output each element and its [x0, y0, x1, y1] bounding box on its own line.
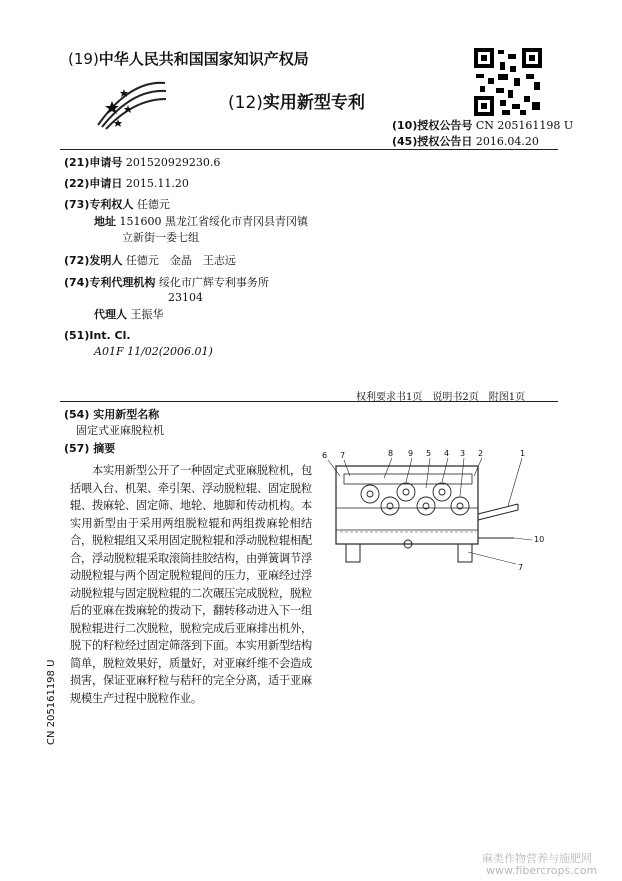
- app-no-row: [64, 156, 220, 170]
- fig-label-7: 7: [340, 451, 346, 460]
- address-label: 地址: [94, 215, 116, 228]
- patentee: 任德元: [136, 198, 170, 211]
- inventor-code: (72)发明人: [64, 254, 123, 267]
- agent-row: [94, 308, 164, 322]
- pub-no-label: (10)授权公告号: [392, 119, 473, 132]
- app-no-code: (21)申请号: [64, 156, 123, 169]
- side-pub-no: CN 205161198 U: [46, 659, 57, 745]
- fig-label-8: 8: [388, 449, 394, 458]
- fig-label-9: 9: [408, 449, 414, 458]
- office-name: 中华人民共和国国家知识产权局: [98, 50, 309, 68]
- claims-summary: 权利要求书1页 说明书2页 附图1页: [356, 392, 526, 403]
- abstract-code-text: (57) 摘要: [64, 442, 116, 455]
- cnipa-emblem-icon: [90, 75, 170, 130]
- doc-type: 实用新型专利: [262, 93, 365, 113]
- address-line2: 立新街一委七组: [122, 231, 199, 244]
- office-code: (19): [68, 50, 99, 68]
- agency-code: (74)专利代理机构: [64, 276, 156, 289]
- divider-top: [60, 149, 558, 150]
- divider-middle: [60, 401, 558, 402]
- agency-row: [64, 276, 269, 290]
- doc-type-heading: [228, 88, 365, 113]
- abstract-text: 本实用新型公开了一种固定式亚麻脱粒机，包括喂入台、机架、牵引架、浮动脱粒辊、固定脱粒辊、拨麻轮、固定筛、地轮、地脚和传动机构。本实用新型由于采用两组脱粒辊和两组拨麻轮相结合，脱粒辊组又采用固定脱粒辊和浮动脱粒辊相配合，浮动脱粒辊采取滚筒挂胶结构，由弹簧调节浮动脱粒辊与两个固定脱粒辊间的压力，亚麻经过浮动脱粒辊与固定脱粒辊的二次碾压完成脱粒，脱粒后的亚麻在拨麻轮的拨动下，翻转移动进入下一组脱粒辊进行二次脱粒，脱粒完成后亚麻排出机外，脱下的籽粒经过固定筛落到下面。本实用新型结构简单，脱粒效果好，质量好，对亚麻纤维不会造成损害，保证亚麻籽粒与秸秆的完全分离，适于亚麻规模生产过程中脱粒作业。: [70, 464, 312, 705]
- fig-label-10: 10: [534, 535, 545, 544]
- fig-label-2: 2: [478, 449, 484, 458]
- title-code-text: (54) 实用新型名称: [64, 408, 160, 421]
- office-heading: [68, 48, 309, 69]
- agency-line2: 23104: [168, 291, 203, 304]
- address-row: [94, 215, 308, 229]
- agency-line1: 绥化市广辉专利事务所: [158, 276, 269, 289]
- fig-label-3: 3: [460, 449, 466, 458]
- agent-label: 代理人: [94, 308, 127, 321]
- patentee-row: [64, 198, 170, 212]
- thresher-drawing: [318, 448, 562, 578]
- agent: 王振华: [130, 308, 164, 321]
- address-line1: 151600 黑龙江省绥化市青冈县青冈镇: [119, 215, 308, 228]
- qr-code-icon: [474, 48, 542, 116]
- inventor-row: [64, 254, 236, 268]
- pub-no: CN 205161198 U: [475, 119, 574, 132]
- pub-date: 2016.04.20: [475, 135, 539, 148]
- fig-label-6: 6: [322, 451, 328, 460]
- utility-model-title: 固定式亚麻脱粒机: [76, 424, 164, 437]
- inventors: 任德元 金晶 王志远: [125, 254, 236, 267]
- fig-label-7b: 7: [518, 563, 524, 572]
- app-date: 2015.11.20: [125, 177, 189, 190]
- fig-label-4: 4: [444, 449, 450, 458]
- patentee-code: (73)专利权人: [64, 198, 134, 211]
- watermark-url: www.fibercrops.com: [486, 864, 598, 877]
- intcl-code: [64, 329, 131, 343]
- intcl-value: A01F 11/02(2006.01): [94, 345, 213, 358]
- watermark-cn: 麻类作物营养与施肥网: [482, 852, 592, 865]
- doc-type-code: (12): [228, 93, 263, 113]
- app-date-row: [64, 177, 189, 191]
- app-no: 201520929230.6: [125, 156, 221, 169]
- publication-info: [392, 118, 573, 150]
- title-code: [64, 408, 159, 422]
- intcl-code-text: (51)Int. Cl.: [64, 329, 131, 342]
- fig-label-1: 1: [520, 449, 526, 458]
- pub-date-label: (45)授权公告日: [392, 135, 473, 148]
- app-date-code: (22)申请日: [64, 177, 123, 190]
- abstract-code: [64, 442, 115, 456]
- fig-label-5: 5: [426, 449, 432, 458]
